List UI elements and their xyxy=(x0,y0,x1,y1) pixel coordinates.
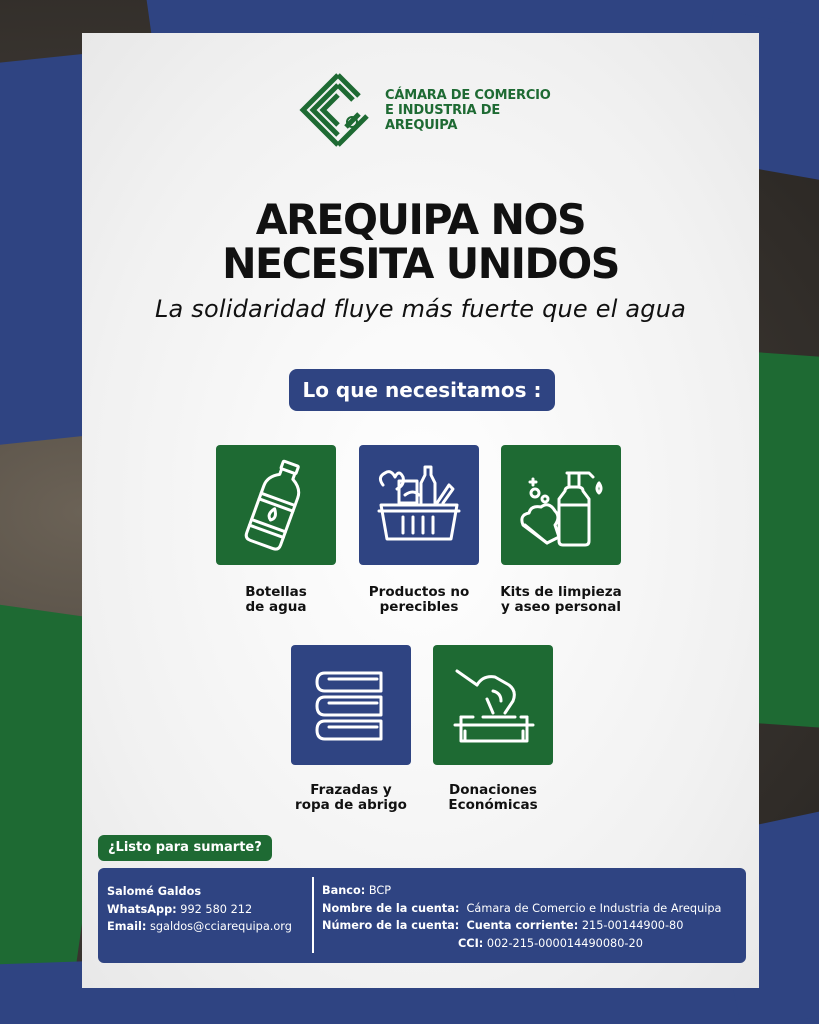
bank-label: Banco: xyxy=(322,884,366,897)
organization-name-line: AREQUIPA xyxy=(385,117,458,133)
tile-label-line: Kits de limpieza xyxy=(500,584,622,600)
bank-value: BCP xyxy=(368,884,392,897)
account-name-value: Cámara de Comercio e Industria de Arequipa xyxy=(466,901,722,915)
tile-label-line: de agua xyxy=(245,599,307,615)
poster xyxy=(82,33,759,988)
tile-label-line: ropa de abrigo xyxy=(295,797,407,813)
donations-label xyxy=(408,783,578,813)
cta-badge: ¿Listo para sumarte? xyxy=(98,835,272,861)
contact-details xyxy=(107,883,292,936)
title-line-2: NECESITA UNIDOS xyxy=(222,239,619,288)
whatsapp-number[interactable]: 992 580 212 xyxy=(180,902,253,916)
divider xyxy=(312,877,314,953)
folded-blankets-icon xyxy=(301,655,401,755)
donation-box-tile xyxy=(433,645,553,765)
tile-label-line: Botellas xyxy=(245,584,307,600)
whatsapp-label: WhatsApp: xyxy=(107,902,177,916)
donation-box-icon xyxy=(443,655,543,755)
contact-info-box xyxy=(98,868,746,963)
water-bottle-icon xyxy=(226,455,326,555)
current-account-value: 215-00144900-80 xyxy=(581,919,684,932)
tile-label-line: perecibles xyxy=(379,599,459,615)
chamber-logo-icon xyxy=(297,69,379,151)
tile-label-line: y aseo personal xyxy=(501,599,621,615)
organization-name-line: CÁMARA DE COMERCIO xyxy=(385,87,551,103)
current-account-label: Cuenta corriente: xyxy=(466,919,579,932)
cleaning-kits-label xyxy=(476,585,646,615)
needs-heading: Lo que necesitamos : xyxy=(289,369,555,411)
soap-dispenser-icon xyxy=(511,455,611,555)
tile-label-line: Productos no xyxy=(368,584,470,600)
email-address[interactable]: sgaldos@cciarequipa.org xyxy=(149,920,292,933)
folded-blankets-tile xyxy=(291,645,411,765)
title-line-1: AREQUIPA NOS xyxy=(255,195,586,244)
tile-label-line: Económicas xyxy=(448,797,538,813)
grocery-basket-tile xyxy=(359,445,479,565)
account-name-label: Nombre de la cuenta: xyxy=(322,901,460,915)
organization-logo xyxy=(297,69,551,151)
tile-label-line: Donaciones xyxy=(449,782,537,798)
bank-details xyxy=(322,882,721,952)
tile-label-line: Frazadas y xyxy=(310,782,392,798)
tagline: La solidaridad fluye más fuerte que el agua xyxy=(154,295,687,323)
soap-dispenser-tile xyxy=(501,445,621,565)
account-number-label: Número de la cuenta: xyxy=(322,919,460,932)
page-title xyxy=(82,195,759,288)
contact-name: Salomé Galdos xyxy=(107,885,202,898)
water-bottle-tile xyxy=(216,445,336,565)
cci-value: 002-215-000014490080-20 xyxy=(486,936,643,950)
grocery-basket-icon xyxy=(369,455,469,555)
organization-name xyxy=(385,88,551,133)
email-label: Email: xyxy=(107,920,147,933)
organization-name-line: E INDUSTRIA DE xyxy=(385,102,501,118)
cci-label: CCI: xyxy=(458,936,484,950)
